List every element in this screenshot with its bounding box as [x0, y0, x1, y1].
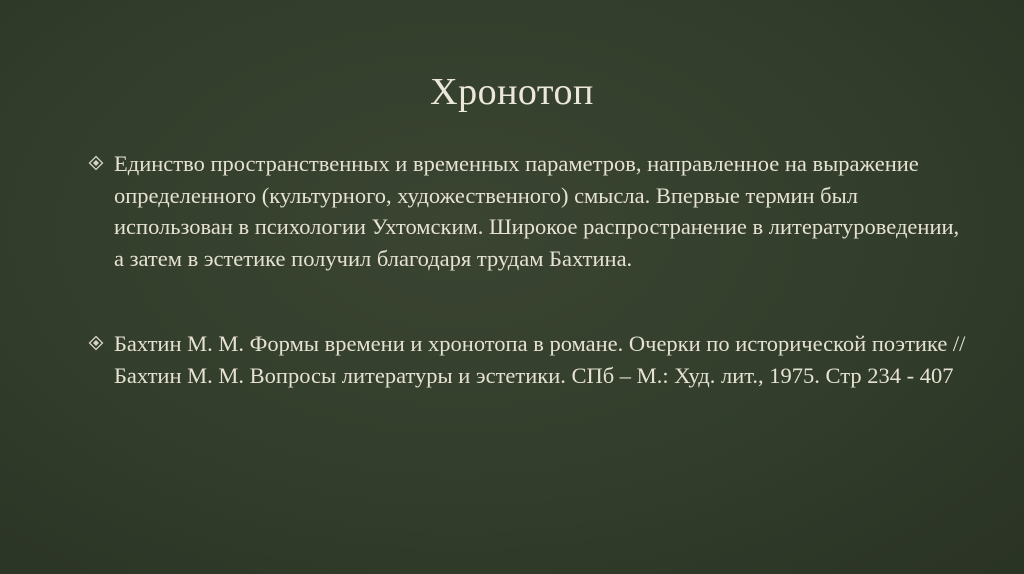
bullet-item-definition	[88, 148, 968, 274]
bullet-text-definition: Единство пространственных и временных параметров, направленное на выражение определенного (культурного, художественного) смысла. Впервые термин был использован в психологии Ухтомским. Широкое распространение в литературоведении, а затем в эстетике получил благодаря трудам Бахтина.	[114, 151, 960, 271]
slide-title: Хронотоп	[430, 71, 594, 113]
bullet-text-reference: Бахтин М. М. Формы времени и хронотопа в романе. Очерки по исторической поэтике // Бахтин М. М. Вопросы литературы и эстетики. СПб – М.: Худ. лит., 1975. Стр 234 - 407	[114, 331, 966, 388]
diamond-bullet-icon	[88, 155, 104, 171]
diamond-bullet-icon	[88, 335, 104, 351]
bullet-list	[88, 148, 968, 392]
bullet-item-reference	[88, 328, 968, 391]
